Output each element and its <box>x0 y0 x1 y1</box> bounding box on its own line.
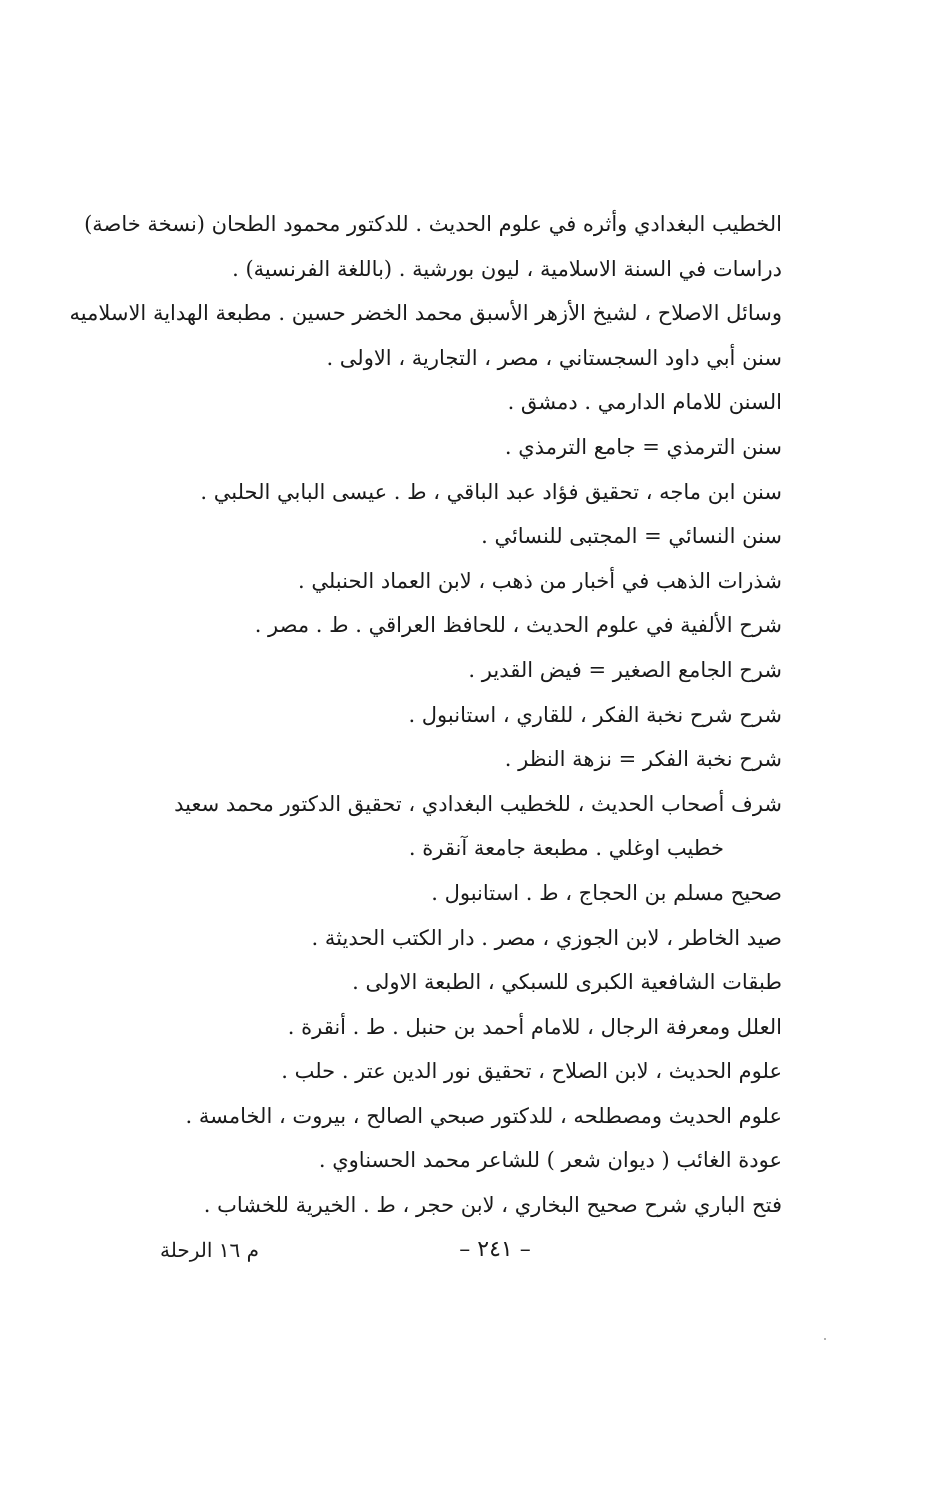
bibliography-entry: شرف أصحاب الحديث ، للخطيب البغدادي ، تحقيق الدكتور محمد سعيد <box>174 791 782 816</box>
bibliography-entry: سنن ابن ماجه ، تحقيق فؤاد عبد الباقي ، ط . عيسى البابي الحلبي . <box>200 479 782 504</box>
bibliography-entry: عودة الغائب ( ديوان شعر ) للشاعر محمد الحسناوي . <box>318 1148 782 1173</box>
bibliography-entry: سنن أبي داود السجستاني ، مصر ، التجارية ، الاولى . <box>326 345 782 370</box>
bibliography-entry: علوم الحديث ومصطلحه ، للدكتور صبحي الصالح ، بيروت ، الخامسة . <box>185 1103 782 1128</box>
bibliography-entry: طبقات الشافعية الكبرى للسبكي ، الطبعة الاولى . <box>352 970 782 995</box>
bibliography-entry: سنن الترمذي = جامع الترمذي . <box>504 434 782 459</box>
bibliography-entry: شرح نخبة الفكر = نزهة النظر . <box>504 747 782 772</box>
bibliography-entry: شرح الألفية في علوم الحديث ، للحافظ العراقي . ط . مصر . <box>254 613 782 638</box>
bibliography-entry: الخطيب البغدادي وأثره في علوم الحديث . للدكتور محمود الطحان (نسخة خاصة) <box>84 212 782 236</box>
page-number: – ٢٤١ – <box>459 1237 531 1262</box>
bibliography-entry: شرح الجامع الصغير = فيض القدير . <box>468 657 782 682</box>
bibliography-entry: العلل ومعرفة الرجال ، للامام أحمد بن حنبل . ط . أنقرة . <box>287 1014 782 1039</box>
bibliography-entry: صحيح مسلم بن الحجاج ، ط . استانبول . <box>431 880 782 905</box>
scan-speck <box>824 1338 826 1340</box>
bibliography-entry: دراسات في السنة الاسلامية ، ليون بورشية . (باللغة الفرنسية) . <box>232 256 782 281</box>
bibliography-entry: صيد الخاطر ، لابن الجوزي ، مصر . دار الكتب الحديثة . <box>311 925 782 950</box>
bibliography-entry: علوم الحديث ، لابن الصلاح ، تحقيق نور الدين عتر . حلب . <box>281 1059 782 1084</box>
bibliography-entry-continuation: خطيب اوغلي . مطبعة جامعة آنقرة . <box>408 836 724 861</box>
page-footer <box>0 1230 927 1270</box>
bibliography-entry: فتح الباري شرح صحيح البخاري ، لابن حجر ، ط . الخيرية للخشاب . <box>203 1193 782 1218</box>
bibliography-entry: شرح شرح نخبة الفكر ، للقاري ، استانبول . <box>408 702 782 727</box>
bibliography-entry: السنن للامام الدارمي . دمشق . <box>507 390 782 415</box>
signature-mark: م ١٦ الرحلة <box>160 1238 259 1262</box>
bibliography-entry: وسائل الاصلاح ، لشيخ الأزهر الأسبق محمد الخضر حسين . مطبعة الهداية الاسلاميه <box>69 301 782 326</box>
bibliography-entry: سنن النسائي = المجتبى للنسائي . <box>481 524 782 549</box>
bibliography-list <box>69 202 782 1228</box>
bibliography-entry: شذرات الذهب في أخبار من ذهب ، لابن العماد الحنبلي . <box>297 568 782 593</box>
